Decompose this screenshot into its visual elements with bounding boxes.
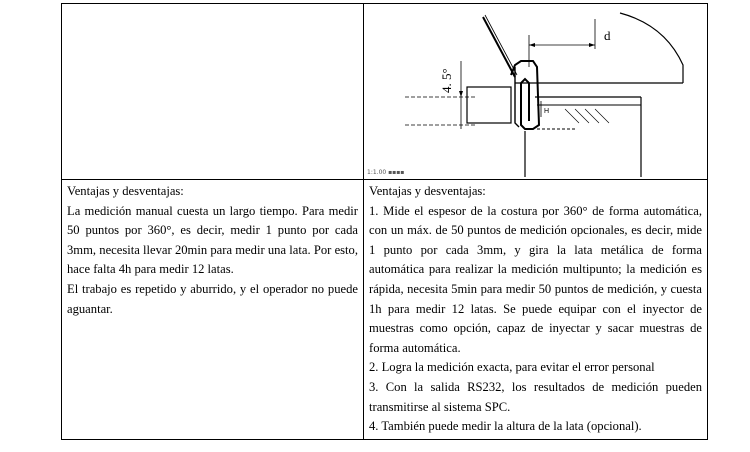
seam-diagram: [365, 5, 705, 177]
left-paragraph-2: El trabajo es repetido y aburrido, y el operador no puede aguantar.: [67, 281, 358, 316]
right-item-1: 1. Mide el espesor de la costura por 360° de forma automática, con un máx. de 50 puntos de medición opcionales, es decir, mide 1 punto por cada 3mm, y gira la lata metálica de forma automática para realizar la medición multipunto; la medición es rápida, necesita 5min para medir 50 puntos de medición, y cuesta 1h para medir 12 latas. Se puede equipar con el inyector de muestras como opción, capaz de inyectar y sacar muestras de forma automática.: [369, 203, 702, 355]
figure-caption: 1:1.00 ▪▪▪▪: [367, 169, 405, 176]
angle-label: 4. 5°: [439, 68, 454, 93]
comparison-table: [61, 3, 708, 440]
table-border-bottom: [61, 439, 708, 440]
right-item-4: 4. También puede medir la altura de la lata (opcional).: [369, 419, 642, 434]
right-item-2: 2. Logra la medición exacta, para evitar el error personal: [369, 360, 655, 375]
left-heading: Ventajas y desventajas:: [67, 184, 184, 198]
automatic-method-cell: [369, 182, 702, 437]
table-border-right: [707, 3, 708, 440]
h-label: H: [544, 108, 550, 115]
manual-method-cell: [67, 182, 358, 319]
seam-cross-section-drawing: [365, 5, 705, 177]
left-paragraph-1: La medición manual cuesta un largo tiempo. Para medir 50 puntos por 360°, es decir, medir 1 punto por cada 3mm, necesita llevar 20min para medir una lata. Por esto, hace falta 4h para medir 12 latas.: [67, 203, 358, 277]
right-item-3: 3. Con la salida RS232, los resultados de medición pueden transmitirse al sistema SPC.: [369, 379, 702, 414]
table-border-center: [363, 3, 364, 440]
table-border-middle: [61, 179, 708, 180]
empty-cell: [62, 4, 363, 179]
right-heading: Ventajas y desventajas:: [369, 184, 486, 198]
dimension-d-label: d: [604, 28, 611, 43]
